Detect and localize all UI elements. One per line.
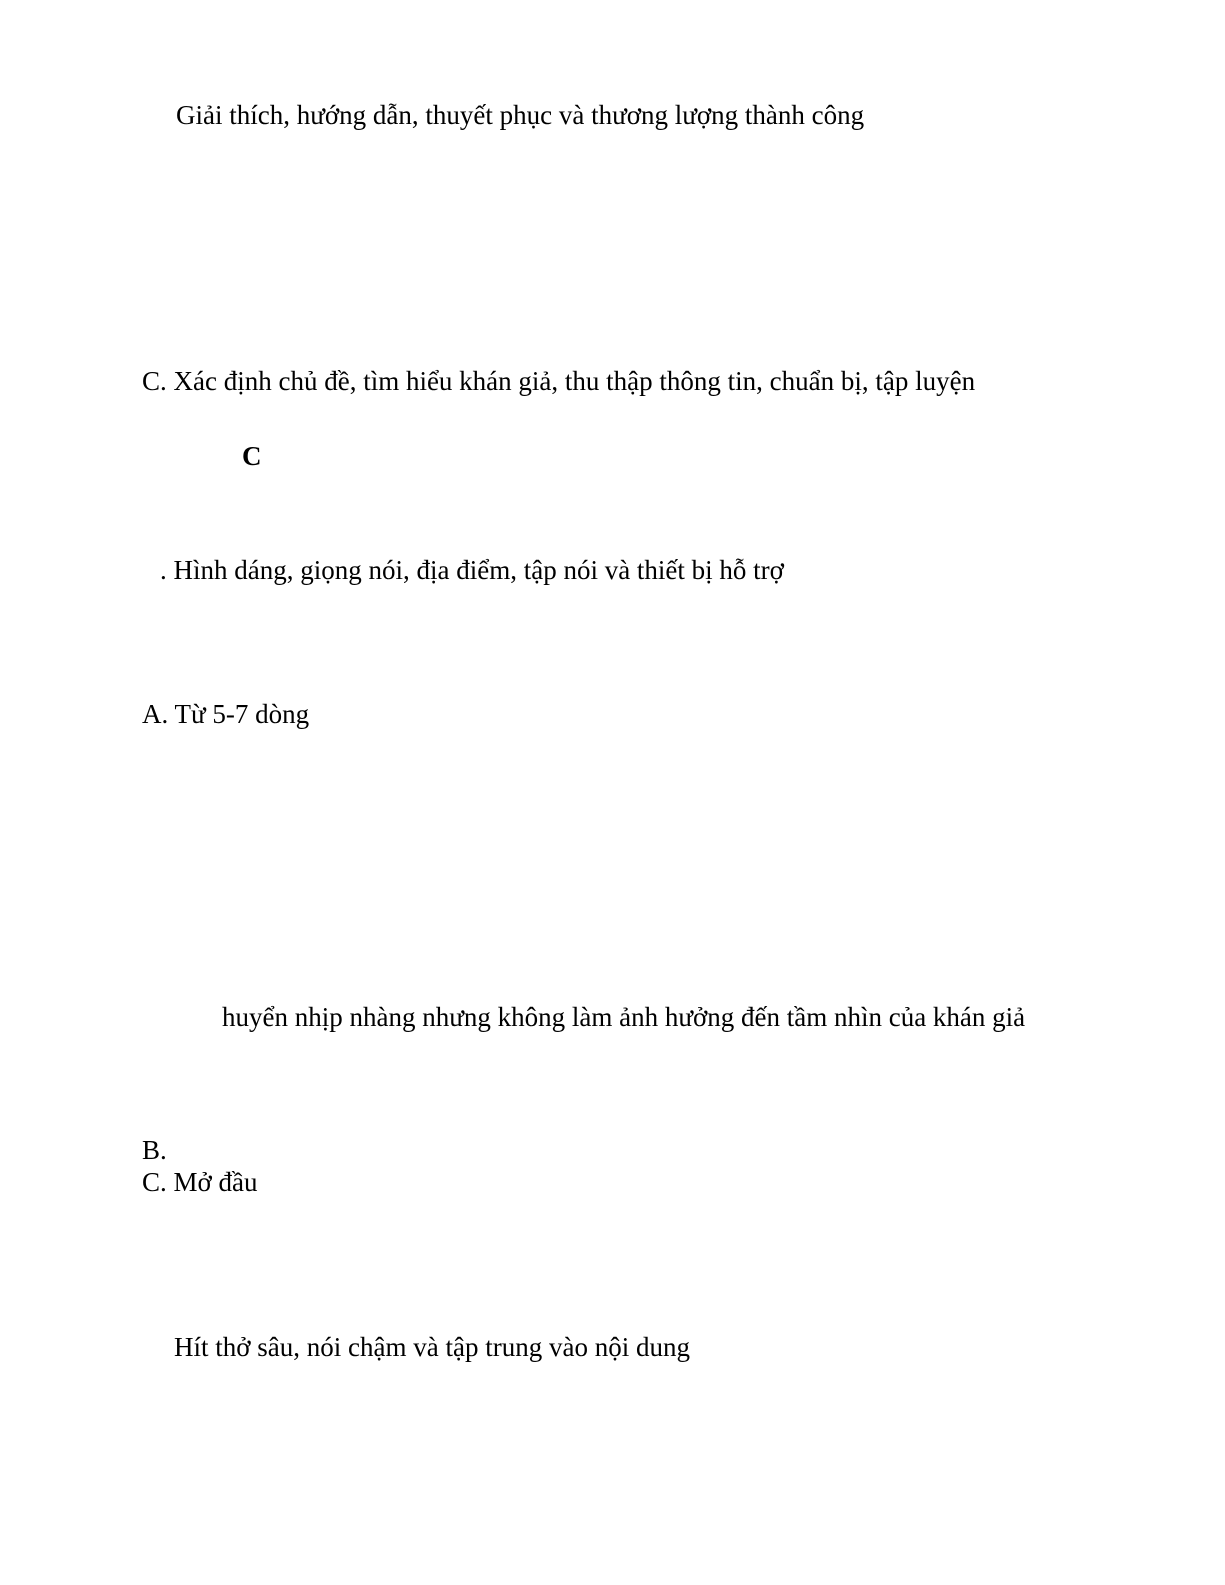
text-line-letter-c: C <box>242 441 262 471</box>
text-line-option-c-preparation: C. Xác định chủ đề, tìm hiểu khán giả, thu thập thông tin, chuẩn bị, tập luyện <box>142 366 976 396</box>
text-line-appearance-voice: . Hình dáng, giọng nói, địa điểm, tập nói và thiết bị hỗ trợ <box>160 555 784 585</box>
text-line-smooth-transition: huyển nhịp nhàng nhưng không làm ảnh hưởng đến tầm nhìn của khán giả <box>222 1002 1026 1032</box>
text-line-option-b: B. <box>142 1135 167 1165</box>
text-line-option-c-opening: C. Mở đầu <box>142 1167 258 1197</box>
text-line-breathing-advice: Hít thở sâu, nói chậm và tập trung vào nội dung <box>174 1332 690 1362</box>
text-line-answer-explanation: Giải thích, hướng dẫn, thuyết phục và thương lượng thành công <box>176 100 865 130</box>
text-line-option-a-lines: A. Từ 5-7 dòng <box>142 699 310 729</box>
